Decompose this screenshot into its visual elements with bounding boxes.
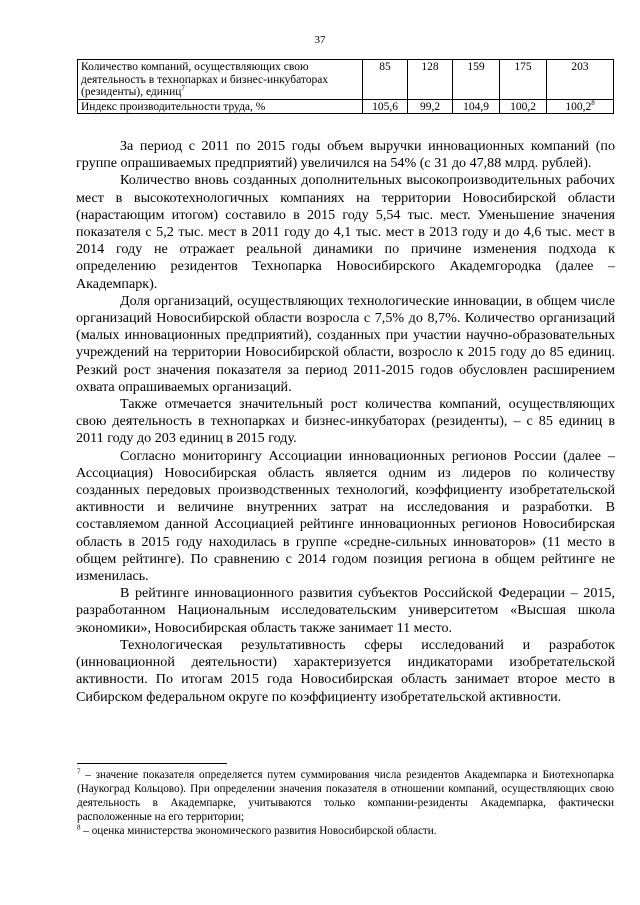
footnote-ref: 7 (181, 84, 185, 93)
footnote: $^8$ – оценка министерства экономического развития Новосибирской области. (77, 823, 437, 837)
table-cell-label: Индекс производительности труда, % (78, 99, 363, 114)
table-cell: 105,6 (363, 99, 408, 114)
footnote-mark: 8 (77, 823, 81, 832)
footnote-mark: 7 (77, 767, 81, 776)
table-row (78, 60, 614, 100)
table-cell: 100,2 (500, 99, 547, 114)
paragraph: За период с 2011 по 2015 годы объем выручки инновационных компаний (по группе опрашиваемых предприятий) увеличился на 54% (с 31 до 47,88 млрд. рублей). (76, 138, 615, 172)
table-cell: 128 (408, 60, 453, 100)
table-row (78, 99, 614, 114)
indicators-table (77, 59, 614, 114)
paragraph: Технологическая результативность сферы исследований и разработок (инновационной деятельности) характеризуется индикаторами изобретательской активности. По итогам 2015 года Новосибирская область занимает второе место в Сибирском федеральном округе по коэффициенту изобретательской активности. (76, 636, 615, 705)
table-cell: 104,9 (453, 99, 500, 114)
paragraph: Доля организаций, осуществляющих технологические инновации, в общем числе организаций Новосибирской области возросла с 7,5% до 8,7%. Количество организаций (малых инновационных предприятий), созданных при участии научно-образовательных учреждений на территории Новосибирской области, возросло к 2015 году до 85 единиц. Резкий рост значения показателя за период 2011-2015 годов обусловлен расширением охвата опрашиваемых организаций. (76, 292, 615, 395)
footnote-divider (77, 763, 227, 764)
paragraph: В рейтинге инновационного развития субъектов Российской Федерации – 2015, разработанном Национальным исследовательским университетом «Высшая школа экономики», Новосибирская область также занимает 11 место. (76, 585, 615, 636)
footnotes (77, 768, 614, 838)
table-cell: 203 (547, 60, 614, 100)
page-number: 37 (314, 34, 326, 46)
table-cell: 175 (500, 60, 547, 100)
footnote-ref: 8 (591, 98, 595, 107)
table-cell: 159 (453, 60, 500, 100)
paragraph: Также отмечается значительный рост количества компаний, осуществляющих свою деятельность в технопарках и бизнес-инкубаторах (резиденты), – с 85 единиц в 2011 году до 203 единиц в 2015 году. (76, 396, 615, 447)
table-cell: 85 (363, 60, 408, 100)
paragraph: Количество вновь созданных дополнительных высокопроизводительных рабочих мест в высокотехнологичных компаниях на территории Новосибирской области (нарастающим итогом) составило в 2015 году 5,54 тыс. мест. Уменьшение значения показателя с 5,2 тыс. мест в 2011 году до 4,1 тыс. мест в 2013 году и до 4,6 тыс. мест в 2014 году не отражает реальной динамики по причине изменения подхода к определению резидентов Технопарка Новосибирского Академгородка (далее – Академпарк). (76, 172, 615, 292)
table-cell: 100,2$^8$ (547, 99, 614, 114)
table-cell: 99,2 (408, 99, 453, 114)
footnote: $^7$ – значение показателя определяется путем суммирования числа резидентов Академпарка и Биотехнопарка (Наукоград Кольцово). При определении значения показателя в отношении компаний, осуществляющих свою деятельность в Академпарке, учитываются только компании-резиденты Академпарка, фактически расположенные на его территории; (77, 767, 614, 823)
body-text (76, 138, 615, 706)
table-cell-label: Количество компаний, осуществляющих свою деятельность в технопарках и бизнес-инкубаторах (резиденты), единиц$^7$ (78, 60, 363, 100)
paragraph: Согласно мониторингу Ассоциации инновационных регионов России (далее – Ассоциация) Новосибирская область является одним из лидеров по количеству созданных передовых производственных технологий, коэффициенту изобретательской активности и величине внутренних затрат на исследования и разработки. В составляемом данной Ассоциацией рейтинге инновационных регионов Новосибирская область в 2015 году находилась в группе «средне-сильных инноваторов» (11 место в общем рейтинге). По сравнению с 2014 годом позиция региона в общем рейтинге не изменилась. (76, 447, 615, 585)
